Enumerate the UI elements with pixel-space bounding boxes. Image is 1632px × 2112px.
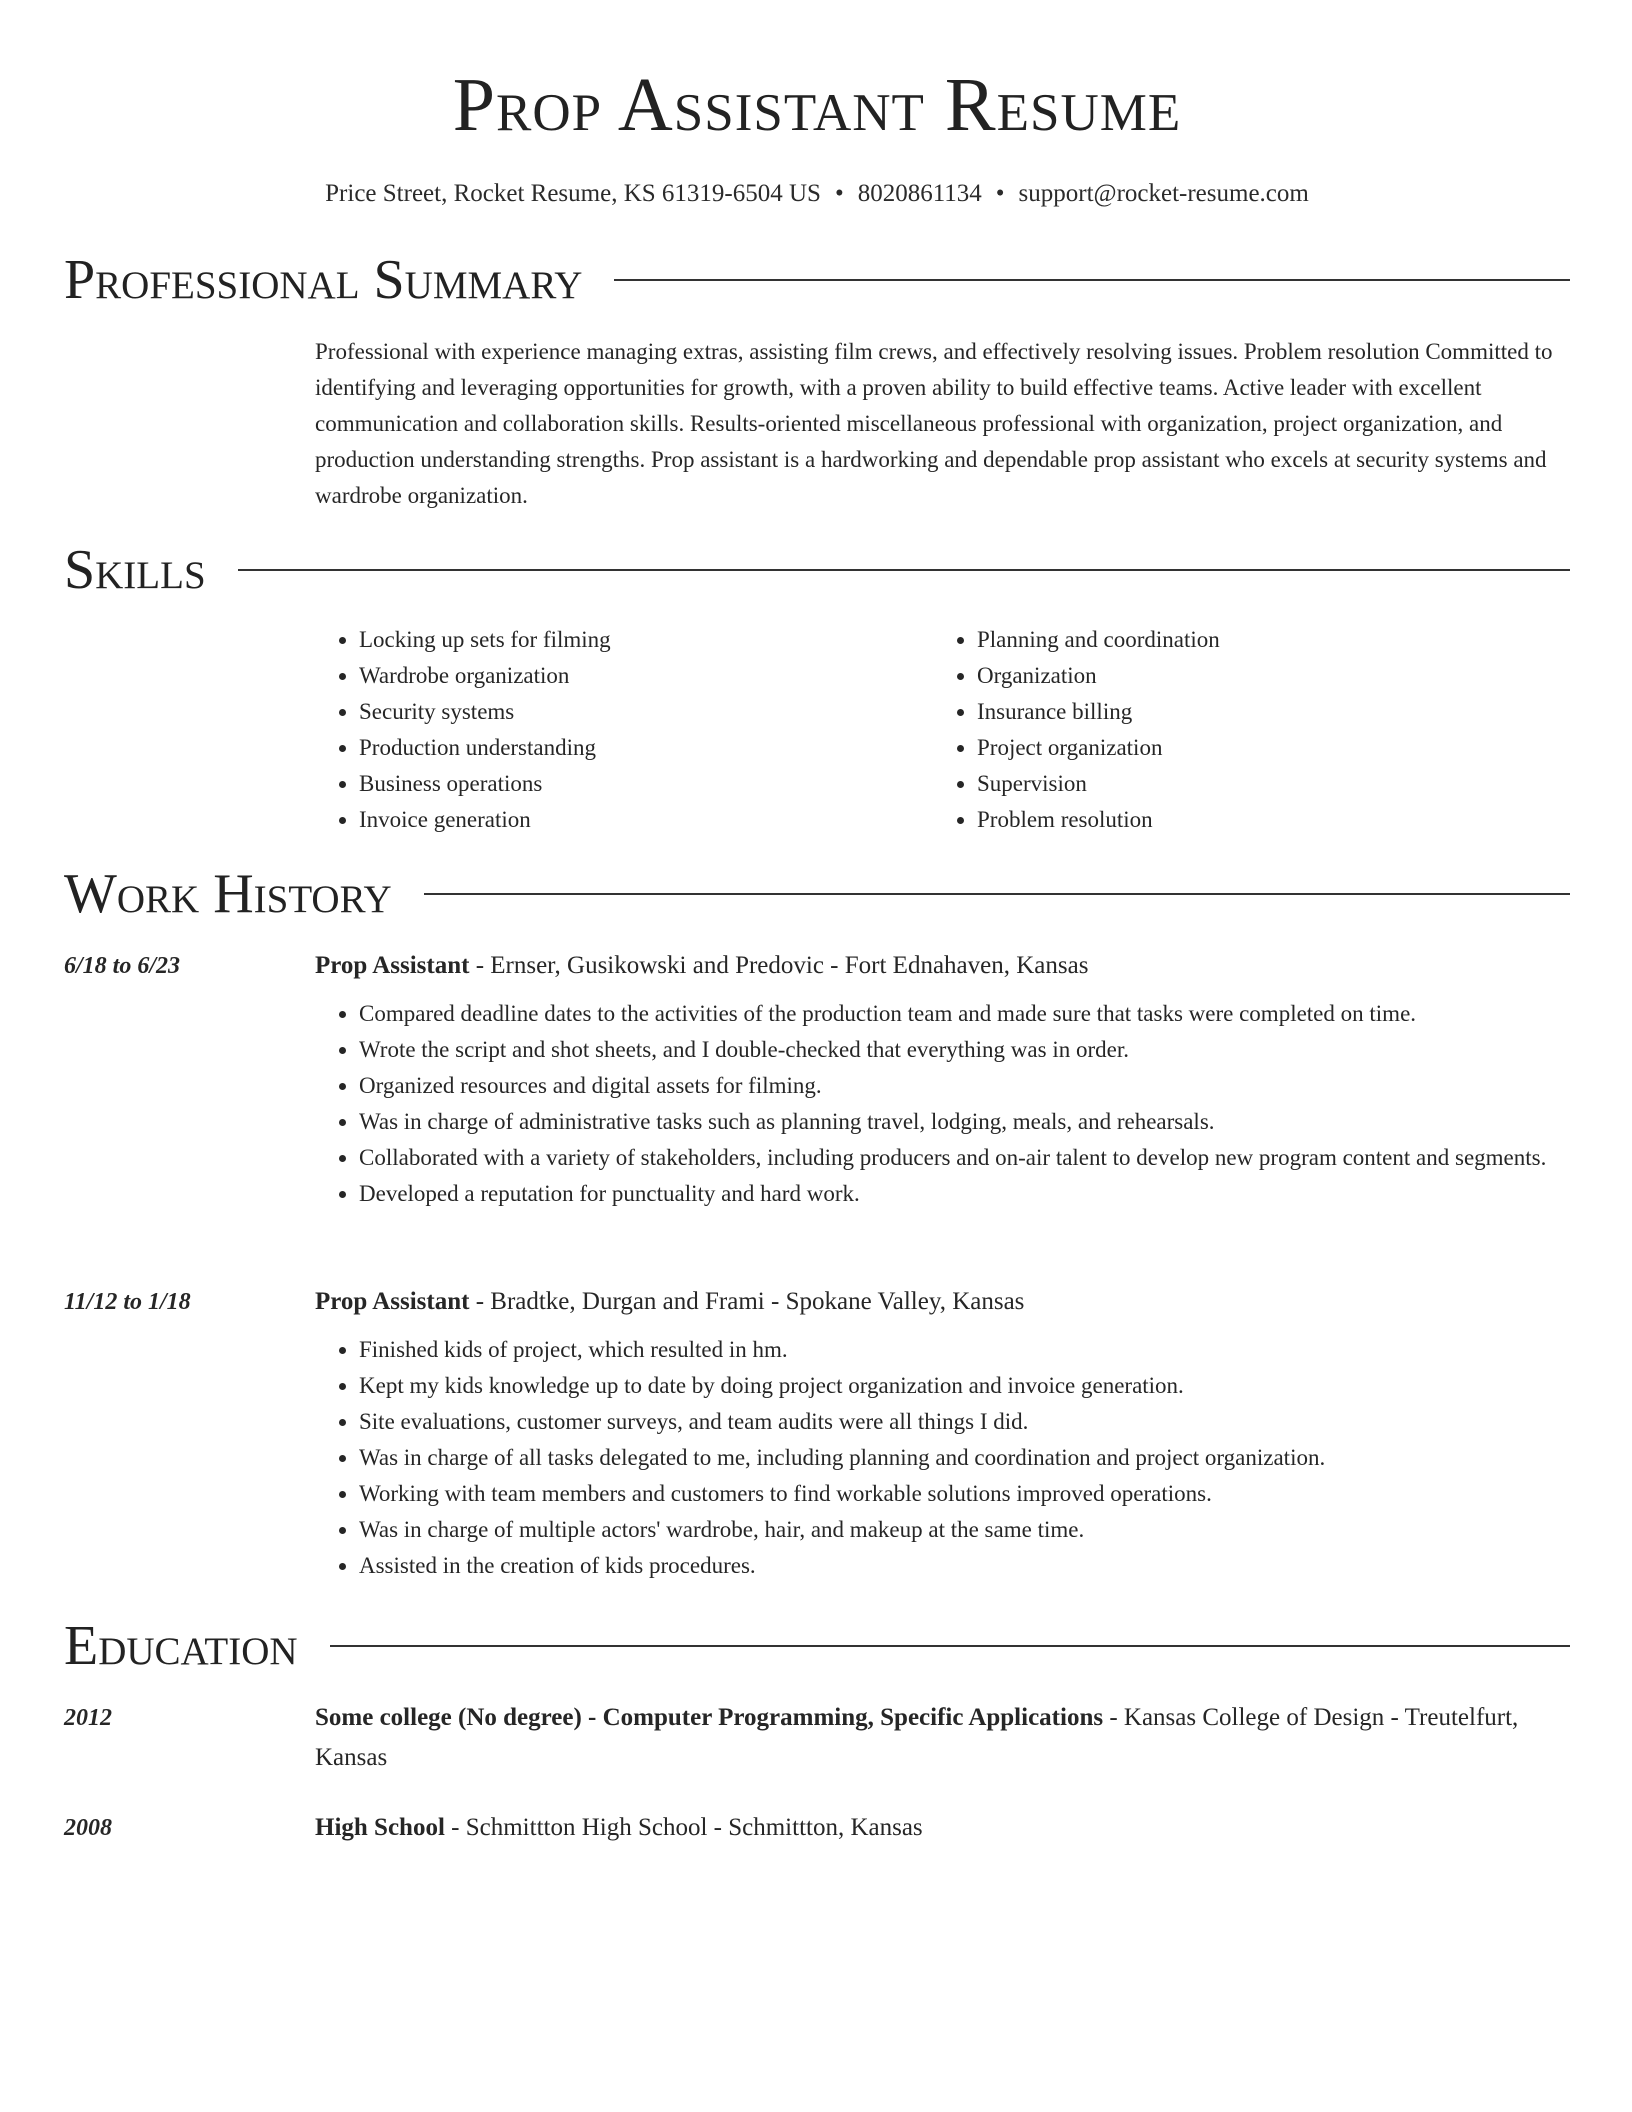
section-header-summary xyxy=(64,248,1570,312)
contact-email[interactable]: support@rocket-resume.com xyxy=(1018,180,1309,207)
contact-separator: • xyxy=(995,180,1005,207)
work-bullet: • Was in charge of administrative tasks such as planning travel, lodging, meals, and rehearsals. xyxy=(359,1104,1570,1140)
work-heading xyxy=(315,946,1570,986)
section-header-work xyxy=(64,862,1570,926)
skill-item: • Locking up sets for filming xyxy=(359,622,933,658)
work-bullet: • Developed a reputation for punctuality and hard work. xyxy=(359,1176,1570,1212)
section-header-skills xyxy=(64,538,1570,602)
section-divider xyxy=(330,1645,1570,1647)
education-entry xyxy=(64,1698,1570,1778)
work-dates: 6/18 to 6/23 xyxy=(64,953,181,979)
skills-column-right xyxy=(933,622,1551,838)
education-heading xyxy=(315,1808,1570,1848)
summary-block xyxy=(315,334,1570,514)
work-bullet: • Finished kids of project, which resulted in hm. xyxy=(359,1332,1570,1368)
education-school: - Schmittton High School - Schmittton, Kansas xyxy=(444,1814,923,1841)
skill-item: • Invoice generation xyxy=(359,802,933,838)
resume-page xyxy=(64,0,1570,1841)
skill-item: • Production understanding xyxy=(359,730,933,766)
work-bullet: • Collaborated with a variety of stakeholders, including producers and on-air talent to develop new program content and segments. xyxy=(359,1140,1570,1176)
work-bullet: • Was in charge of all tasks delegated to me, including planning and coordination and project organization. xyxy=(359,1440,1570,1476)
skill-item: • Project organization xyxy=(977,730,1551,766)
work-bullet: • Working with team members and customers to find workable solutions improved operations. xyxy=(359,1476,1570,1512)
section-header-education xyxy=(64,1614,1570,1678)
skill-item: • Wardrobe organization xyxy=(359,658,933,694)
section-divider xyxy=(238,569,1570,571)
job-title: Prop Assistant xyxy=(315,952,470,979)
education-year: 2012 xyxy=(64,1705,112,1731)
skill-item: • Organization xyxy=(977,658,1551,694)
section-divider xyxy=(614,279,1570,281)
education-entry xyxy=(64,1808,1570,1848)
skill-item: • Security systems xyxy=(359,694,933,730)
work-heading xyxy=(315,1282,1570,1322)
summary-text: Professional with experience managing extras, assisting film crews, and effectively resolving issues. Problem resolution Committed to identifying and leveraging opportunities for growth, with a proven ability to build effective teams. Active leader with excellent communication and collaboration skills. Results-oriented miscellaneous professional with organization, project organization, and production understanding strengths. Prop assistant is a hardworking and dependable prop assistant who excels at security systems and wardrobe organization. xyxy=(315,339,1553,508)
work-bullet: • Assisted in the creation of kids procedures. xyxy=(359,1548,1570,1584)
skill-item: • Business operations xyxy=(359,766,933,802)
contact-separator: • xyxy=(834,180,844,207)
contact-phone: 8020861134 xyxy=(857,180,982,207)
skills-column-left xyxy=(315,622,933,838)
section-title-summary: Professional Summary xyxy=(64,249,583,311)
skill-item: • Problem resolution xyxy=(977,802,1551,838)
section-title-education: Education xyxy=(64,1615,298,1677)
work-dates: 11/12 to 1/18 xyxy=(64,1289,191,1315)
contact-line xyxy=(64,178,1570,210)
work-bullet: • Wrote the script and shot sheets, and I double-checked that everything was in order. xyxy=(359,1032,1570,1068)
work-bullet: • Compared deadline dates to the activities of the production team and made sure that tasks were completed on time. xyxy=(359,996,1570,1032)
resume-title: Prop Assistant Resume xyxy=(452,63,1182,147)
work-bullets xyxy=(315,1332,1570,1584)
work-bullet: • Kept my kids knowledge up to date by doing project organization and invoice generation. xyxy=(359,1368,1570,1404)
skill-item: • Supervision xyxy=(977,766,1551,802)
contact-address: Price Street, Rocket Resume, KS 61319-6504 US xyxy=(325,180,821,207)
work-bullet: • Was in charge of multiple actors' wardrobe, hair, and makeup at the same time. xyxy=(359,1512,1570,1548)
work-bullets xyxy=(315,996,1570,1212)
work-bullet: • Site evaluations, customer surveys, and team audits were all things I did. xyxy=(359,1404,1570,1440)
education-degree: Some college (No degree) - Computer Programming, Specific Applications xyxy=(315,1704,1104,1731)
work-entry xyxy=(64,1282,1570,1584)
skills-list xyxy=(315,622,1570,838)
skill-item: • Planning and coordination xyxy=(977,622,1551,658)
section-title-work: Work History xyxy=(64,863,392,925)
education-heading xyxy=(315,1698,1570,1778)
job-title: Prop Assistant xyxy=(315,1288,470,1315)
education-school: - Kansas College of Design - Treutelfurt, Kansas xyxy=(315,1704,1519,1771)
education-degree: High School xyxy=(315,1814,445,1841)
section-title-skills: Skills xyxy=(64,539,206,601)
work-bullet: • Organized resources and digital assets for filming. xyxy=(359,1068,1570,1104)
education-year: 2008 xyxy=(64,1815,112,1841)
skill-item: • Insurance billing xyxy=(977,694,1551,730)
section-divider xyxy=(424,893,1570,895)
work-entry xyxy=(64,946,1570,1212)
job-employer: - Ernser, Gusikowski and Predovic - Fort Ednahaven, Kansas xyxy=(469,952,1089,979)
job-employer: - Bradtke, Durgan and Frami - Spokane Valley, Kansas xyxy=(469,1288,1025,1315)
